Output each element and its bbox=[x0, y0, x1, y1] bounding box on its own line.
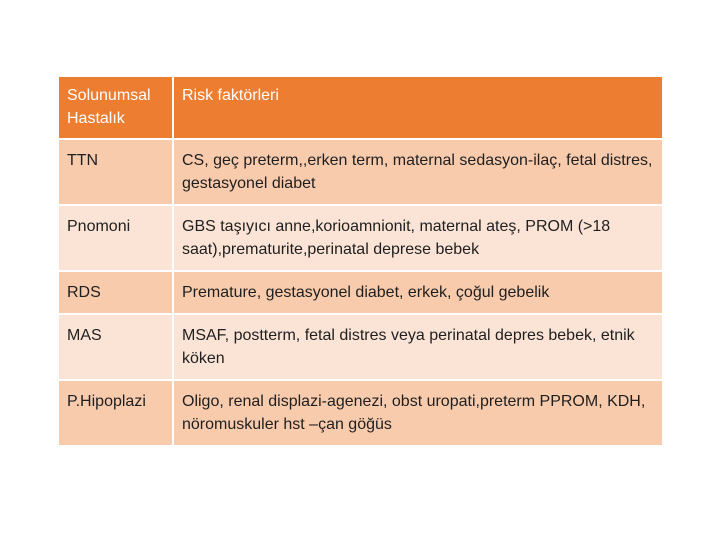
risk-factor-table bbox=[59, 77, 662, 447]
disease-cell: Pnomoni bbox=[59, 205, 173, 271]
table-row bbox=[59, 380, 662, 446]
header-disease: Solunumsal Hastalık bbox=[59, 77, 173, 139]
risk-cell: CS, geç preterm,,erken term, maternal sedasyon-ilaç, fetal distres, gestasyonel diabet bbox=[173, 139, 662, 205]
header-risk-factors: Risk faktörleri bbox=[173, 77, 662, 139]
table-row bbox=[59, 139, 662, 205]
table-header-row bbox=[59, 77, 662, 139]
risk-cell: GBS taşıyıcı anne,korioamnionit, maternal ateş, PROM (>18 saat),prematurite,perinatal deprese bebek bbox=[173, 205, 662, 271]
disease-cell: TTN bbox=[59, 139, 173, 205]
risk-cell: MSAF, postterm, fetal distres veya perinatal depres bebek, etnik köken bbox=[173, 314, 662, 380]
risk-cell: Oligo, renal displazi-agenezi, obst uropati,preterm PPROM, KDH, nöromuskuler hst –çan göğüs bbox=[173, 380, 662, 446]
disease-cell: RDS bbox=[59, 271, 173, 314]
table-row bbox=[59, 271, 662, 314]
disease-cell: P.Hipoplazi bbox=[59, 380, 173, 446]
risk-cell: Premature, gestasyonel diabet, erkek, çoğul gebelik bbox=[173, 271, 662, 314]
disease-cell: MAS bbox=[59, 314, 173, 380]
table-row bbox=[59, 314, 662, 380]
table-row bbox=[59, 205, 662, 271]
